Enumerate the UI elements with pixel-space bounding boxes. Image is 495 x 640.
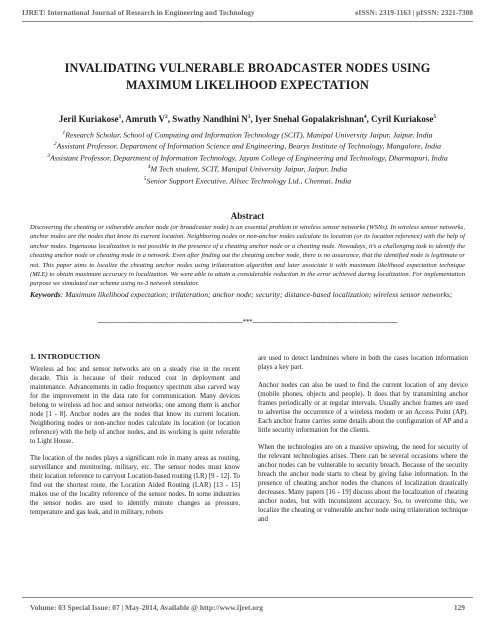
- running-header: [22, 8, 473, 20]
- author-superscript: 4: [363, 114, 367, 120]
- author-name: Amruth V: [125, 114, 165, 124]
- keywords: [30, 288, 465, 302]
- author-superscript: 3: [247, 114, 251, 120]
- affiliation-text: M Tech student, SCIT, Manipal University Jaipur, Jaipur, India: [150, 164, 348, 174]
- affiliation-superscript: 1: [62, 130, 66, 136]
- keywords-label: Keywords: [30, 290, 61, 299]
- author-name: Swathy Nandhini N: [172, 114, 248, 124]
- affiliation-text: Assistant Professor, Department of Information Science and Engineering, Bearys Institute of Technology, Mangalore, India: [56, 141, 442, 151]
- affiliation-superscript: 4: [147, 164, 151, 171]
- header-rule: [22, 21, 473, 22]
- affiliation: [24, 152, 471, 163]
- author-list: [20, 114, 475, 124]
- affiliation: [24, 163, 471, 174]
- author-superscript: 5: [433, 114, 437, 120]
- paragraph: Wireless ad hoc and sensor networks are on a steady rise in the recent decade. This is because of their reduced cost in deployment and maintenance. Advancements in radio frequency spectrum also carved way for the improvement in the data rate for communication. Many devices belong to wireless ad hoc and sensor networks; one among them is anchor node [1 - 8]. Anchor nodes are the nodes that know its current location. Neighboring nodes or non-anchor nodes calculate its location (or location reference) with the help of anchor nodes, and its working is quite referable to Light House.: [30, 366, 240, 445]
- affiliation-superscript: 3: [47, 152, 50, 159]
- author-separator: ,: [167, 114, 173, 124]
- author-separator: ,: [121, 114, 126, 124]
- right-column: [258, 355, 468, 534]
- issn: eISSN: 2319-1163 | pISSN: 2321-7308: [355, 8, 473, 17]
- affiliation-superscript: 2: [53, 141, 57, 148]
- title-line: MAXIMUM LIKELIHOOD EXPECTATION: [126, 78, 369, 92]
- paper-title: [30, 60, 465, 94]
- journal-name: IJRET: International Journal of Research in Engineering and Technology: [22, 8, 255, 17]
- section-separator: --------------------------------------------------------------------***--------------------------------------------------------------------: [97, 318, 398, 326]
- affiliation-text: Senior Support Executive, Allsec Technology Ltd., Chennai, India: [146, 176, 352, 186]
- left-column: [30, 366, 240, 527]
- volume-info: Volume: 03 Special Issue: 07 | May-2014, Available @ http://www.ijret.org: [30, 603, 263, 612]
- affiliation: [24, 140, 471, 151]
- author-name: Cyril Kuriakose: [371, 114, 434, 124]
- affiliation-superscript: 5: [143, 175, 147, 182]
- title-line: INVALIDATING VULNERABLE BROADCASTER NODES USING: [64, 61, 431, 75]
- abstract-text: Discovering the cheating or vulnerable anchor node (or broadcaster node) is an essential problem in wireless sensor networks (WSNs). In wireless sensor networks, anchor nodes are the nodes that know its current location. Neighboring nodes or non-anchor nodes calculate its location (or its location reference) with the help of anchor nodes. Ingenuous localization is not possible in the presence of a cheating anchor node or a cheating node. Nowadays, it’s a challenging task to identify the cheating anchor node or cheating node in a network. Even after finding out the cheating anchor node, there is no assurance, that the identified node is legitimate or not. This paper aims to localize the cheating anchor nodes using trilateration algorithm and later associate it with maximum likelihood expectation technique (MLE) to obtain maximum accuracy in localization. We were able to attain a considerable reduction in the error achieved during localization. For implementation purpose we simulated our scheme using ns-3 network simulator.: [30, 224, 465, 288]
- paragraph: Anchor nodes can also be used to find the current location of any device (mobile phones, objects and people). It does that by transmitting anchor frames periodically or at regular intervals. Usually anchor frames are used to advertise the occurrence of a wireless modem or an Access Point (AP). Each anchor frame carries some details about the configuration of AP and a little security information for the clients.: [258, 381, 468, 434]
- running-footer: [30, 603, 465, 615]
- paragraph: The location of the nodes plays a significant role in many areas as routing, surveillance and monitoring, military, etc. The sensor nodes must know their location reference to carryout Location-based routing (LR) [9 - 12]. To find out the shortest route, the Location Aided Routing (LAR) [13 - 15] makes use of the locality reference of the sensor nodes. In some industries the sensor nodes are used to identify minute changes as pressure, temperature and gas leak, and in military, robots: [30, 455, 240, 517]
- author-name: Iyer Snehal Gopalakrishnan: [255, 114, 364, 124]
- footer-rule: [22, 597, 473, 598]
- affiliation-text: Assistant Professor, Department of Information Technology, Jayam College of Engineering and Technology, Dharmapuri, India: [49, 153, 448, 163]
- affiliation: [24, 175, 471, 186]
- author-separator: ,: [250, 114, 255, 124]
- affiliation-list: [24, 129, 471, 186]
- paragraph: are used to detect landmines where in both the cases location information plays a key part.: [258, 355, 468, 371]
- author-separator: ,: [366, 114, 372, 124]
- keywords-text: : Maximum likelihood expectation; trilateration; anchor node; security; distance-based localization; wireless sensor networks;: [60, 290, 453, 299]
- author-superscript: 1: [118, 114, 122, 120]
- author-superscript: 2: [164, 114, 168, 120]
- page-number: 129: [453, 603, 465, 612]
- affiliation: [24, 129, 471, 140]
- abstract-heading: Abstract: [230, 211, 265, 221]
- affiliation-text: Research Scholar, School of Computing and Information Technology (SCIT), Manipal University Jaipur, Jaipur, India: [65, 130, 433, 140]
- section-heading: 1. INTRODUCTION: [30, 352, 101, 361]
- author-name: Jeril Kuriakose: [58, 114, 119, 124]
- paragraph: When the technologies are on a massive upswing, the need for security of the relevant technologies arises. There can be several occasions where the anchor nodes can be vulnerable to security breach. Because of the security breach the anchor node starts to cheat by giving false information. In the presence of cheating anchor nodes the chances of localization drastically decreases. Many papers [16 - 19] discuss about the localization of cheating anchor nodes, but with inconsistent accuracy. So, to overcome this, we localize the cheating or vulnerable anchor node using trilateration technique and: [258, 444, 468, 524]
